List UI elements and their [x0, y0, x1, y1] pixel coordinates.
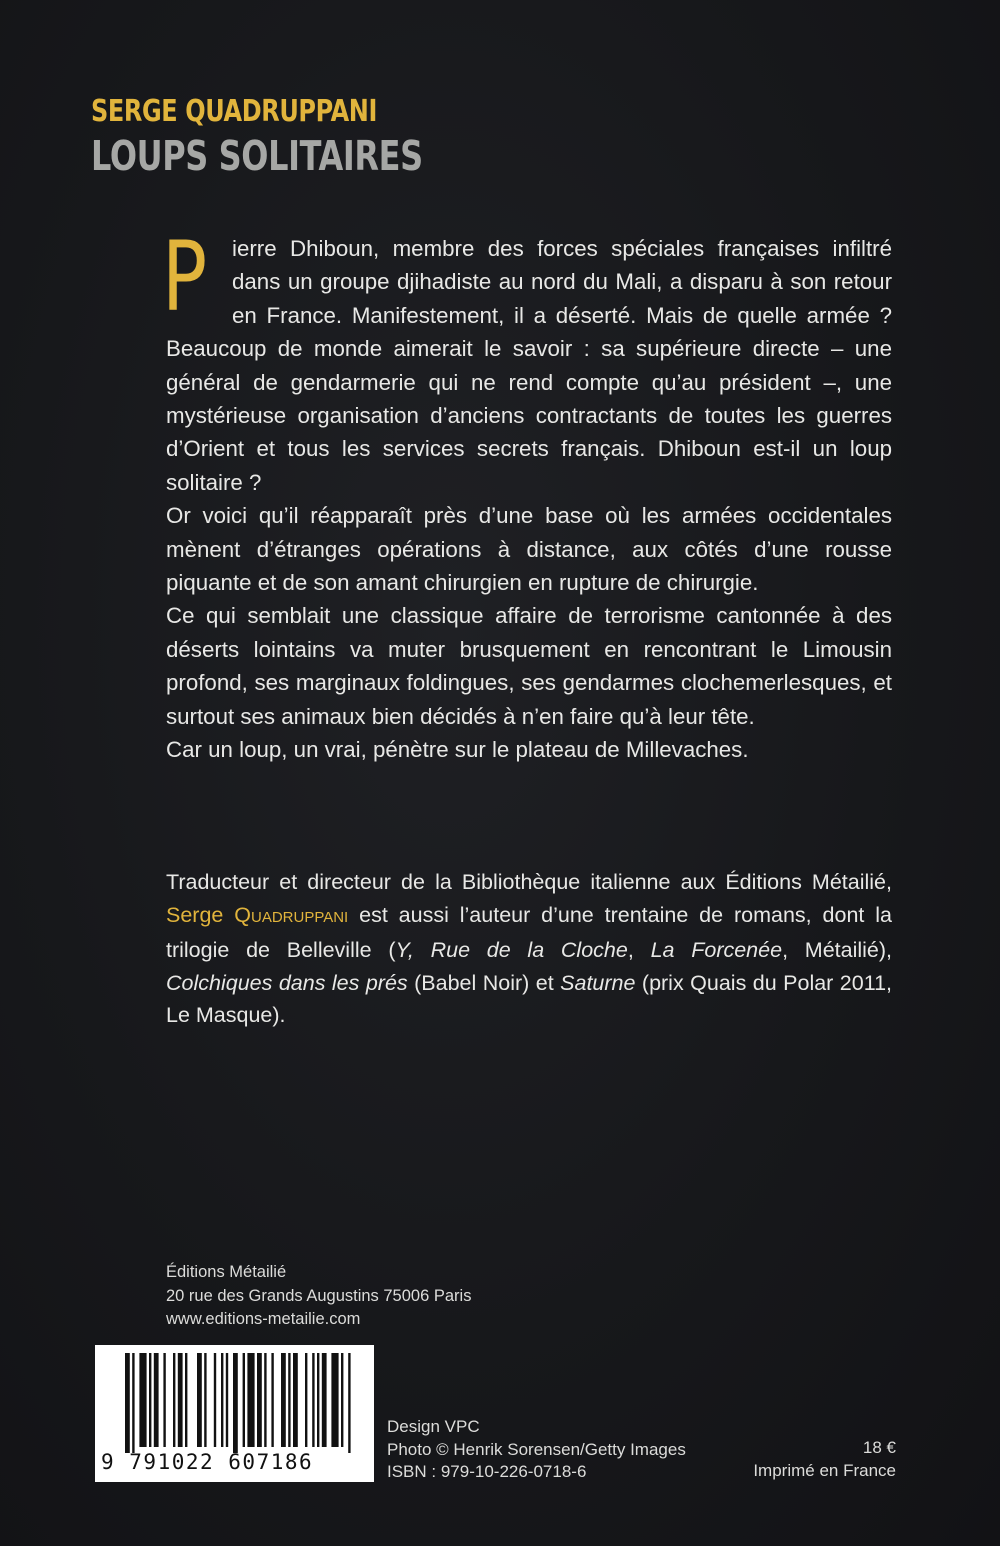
barcode-bar [257, 1353, 262, 1447]
barcode-bar [271, 1353, 273, 1447]
barcode-bar [281, 1353, 286, 1447]
credits [387, 1416, 686, 1484]
barcode-bar [149, 1353, 151, 1447]
bio-book-title: Saturne [560, 970, 636, 995]
barcode-bar [348, 1353, 350, 1453]
bio-text: , [627, 938, 651, 963]
blurb-paragraph-2: Or voici qu’il réapparaît près d’une base où les armées occidentales mènent d’étranges opérations à distance, aux côtés d’une rousse piquante et de son amant chirurgien en rupture de chirurgie. [166, 503, 892, 596]
barcode-bar [178, 1353, 183, 1447]
barcode-bar [132, 1353, 134, 1453]
barcode-bar [221, 1353, 223, 1447]
barcode-bar [331, 1353, 338, 1447]
book-title: LOUPS SOLITAIRES [91, 132, 423, 180]
bio-book-title: Colchiques dans les prés [166, 970, 408, 995]
barcode-bar [288, 1353, 290, 1447]
bio-text: , Métailié), [782, 938, 892, 963]
barcode-bar [125, 1353, 130, 1453]
blurb-paragraph-4: Car un loup, un vrai, pénètre sur le plateau de Millevaches. [166, 737, 749, 763]
bio-author-name-first: Serge Q [166, 902, 251, 927]
blurb [162, 221, 892, 767]
barcode-bar [214, 1353, 216, 1447]
barcode-bar [305, 1353, 307, 1447]
isbn: ISBN : 979-10-226-0718-6 [387, 1462, 587, 1481]
barcode-bar [163, 1353, 165, 1447]
drop-cap: P [162, 221, 208, 333]
barcode-bar [293, 1353, 298, 1447]
design-credit: Design VPC [387, 1417, 480, 1436]
bio-text: (Babel Noir) et [407, 970, 561, 995]
photo-credit: Photo © Henrik Sorensen/Getty Images [387, 1439, 686, 1459]
barcode-bar [243, 1353, 245, 1447]
bio-text: (prix Quais du Polar 2011, Le Masque). [166, 970, 892, 1028]
barcode [95, 1345, 374, 1482]
bio-book-title: La Forcenée [650, 938, 783, 963]
price: 18 € [862, 1438, 896, 1457]
barcode-bar [173, 1353, 175, 1447]
bio-text: Traducteur et directeur de la Bibliothèque italienne aux Éditions Métailié, [166, 870, 892, 894]
barcode-bar [226, 1353, 228, 1447]
publisher-website: www.editions-metailie.com [166, 1310, 361, 1328]
barcode-bar [139, 1353, 146, 1447]
blurb-paragraph-3: Ce qui semblait une classique affaire de terrorisme cantonnée à des déserts lointains va muter brusquement en rencontrant le Limousin profond, ses marginaux foldingues, ses gendarmes clochemerlesques, et surtout ses animaux bien décidés à n’en faire qu’à leur tête. [166, 603, 892, 729]
blurb-paragraph-1 [162, 221, 892, 499]
barcode-bar [233, 1353, 238, 1453]
barcode-bar [312, 1353, 314, 1447]
publisher-address: 20 rue des Grands Augustins 75006 Paris [166, 1286, 472, 1305]
author-bio [166, 866, 892, 1032]
bio-text: est aussi l’auteur d’une trentaine de romans, dont la trilogie de Belleville ( [166, 902, 892, 963]
barcode-bar [154, 1353, 159, 1447]
blurb-text-1: ierre Dhiboun, membre des forces spéciales françaises infiltré dans un groupe djihadiste au nord du Mali, a disparu à son retour en France. Manifestement, il a déserté. Mais de quelle armée ? Beaucoup de monde aimerait le savoir : sa supérieure directe – une général de gendarmerie qui ne rend compte qu’au président –, une mystérieuse organisation d’anciens contractants de toutes les guerres d’Orient et tous les services secrets français. Dhiboun est-il un loup solitaire ? [166, 236, 892, 495]
barcode-bar [204, 1353, 206, 1447]
barcode-bar [197, 1353, 202, 1447]
barcode-bar [317, 1353, 319, 1447]
barcode-digits: 9 791022 607186 [101, 1450, 314, 1474]
barcode-bar [264, 1353, 266, 1447]
printed-in: Imprimé en France [753, 1460, 896, 1480]
bio-author-name [166, 903, 348, 927]
author-name: SERGE QUADRUPPANI [91, 94, 377, 129]
price-block [696, 1437, 896, 1482]
bio-book-title: Y, Rue de la Cloche [395, 938, 628, 963]
barcode-bar [185, 1353, 187, 1447]
barcode-bar [341, 1353, 343, 1447]
barcode-bar [247, 1353, 254, 1447]
barcode-bar [322, 1353, 327, 1447]
publisher-name: Éditions Métailié [166, 1263, 287, 1281]
bio-author-name-rest: UADRUPPANI [250, 908, 349, 926]
publisher-info [166, 1261, 471, 1332]
